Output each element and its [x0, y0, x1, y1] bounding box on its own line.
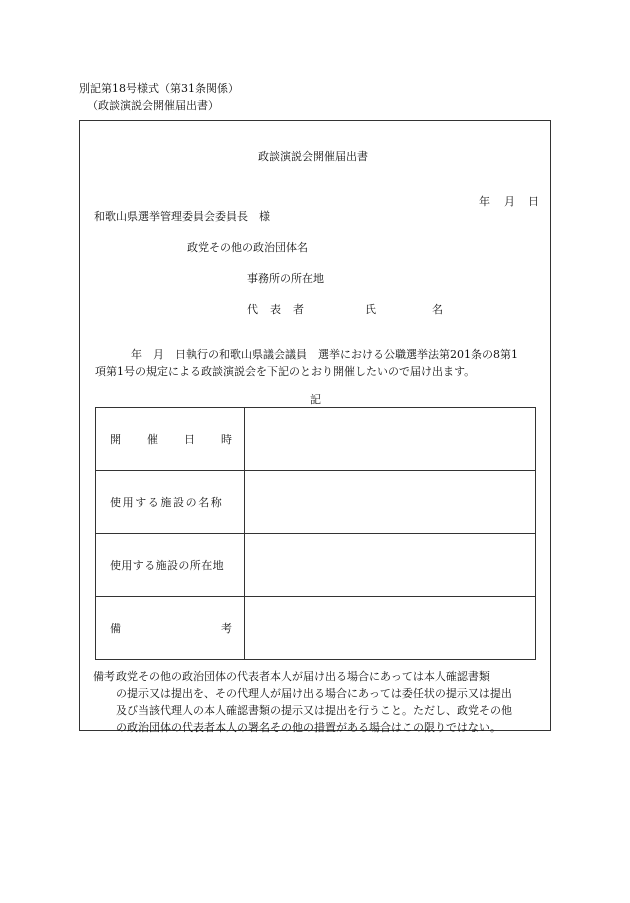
table-row — [96, 408, 536, 471]
label-char: 日 — [184, 433, 195, 446]
facility-name-value-field[interactable] — [245, 471, 536, 534]
row-label-datetime — [96, 408, 245, 471]
note-line: 及び当該代理人の本人確認書類の提示又は提出を行うこと。ただし、政党その他 — [116, 704, 512, 717]
row-label-facility-name: 使用する施設の名称 — [96, 471, 245, 534]
table-row — [96, 471, 536, 534]
label-char: 備 — [110, 622, 121, 635]
table-row — [96, 597, 536, 660]
org-name-label: 政党その他の政治団体名 — [187, 241, 308, 254]
date-month: 月 — [504, 195, 515, 208]
office-location-label: 事務所の所在地 — [247, 272, 324, 285]
note-line: 政党その他の政治団体の代表者本人が届け出る場合にあっては本人確認書類 — [116, 670, 490, 683]
form-id: 別記第18号様式（第31条関係） — [79, 82, 239, 95]
representative-char-2: 表 — [270, 303, 281, 316]
addressee: 和歌山県選挙管理委員会委員長 様 — [94, 210, 270, 223]
facility-location-value-field[interactable] — [245, 534, 536, 597]
note-text — [116, 668, 543, 736]
remarks-note — [93, 668, 543, 736]
ki-heading: 記 — [310, 393, 321, 406]
table-row — [96, 534, 536, 597]
datetime-value-field[interactable] — [245, 408, 536, 471]
note-line: の提示又は提出を、その代理人が届け出る場合にあっては委任状の提示又は提出 — [116, 687, 512, 700]
date-day: 日 — [528, 195, 539, 208]
representative-char-3: 者 — [293, 303, 304, 316]
label-char: 催 — [147, 433, 158, 446]
form-subtitle: （政談演説会開催届出書） — [87, 99, 219, 112]
row-label-remarks — [96, 597, 245, 660]
name-label-char-2: 名 — [432, 303, 443, 316]
label-char: 開 — [110, 433, 121, 446]
body-line-2: 項第1号の規定による政談演説会を下記のとおり開催したいので届け出ます。 — [95, 365, 476, 378]
event-details-table — [95, 407, 536, 660]
body-line-1: 年 月 日執行の和歌山県議会議員 選挙における公職選挙法第201条の8第1 — [131, 348, 518, 361]
label-char: 時 — [221, 433, 232, 446]
remarks-value-field[interactable] — [245, 597, 536, 660]
document-title: 政談演説会開催届出書 — [258, 150, 368, 163]
label-char: 考 — [221, 622, 232, 635]
representative-char-1: 代 — [247, 303, 258, 316]
note-line: の政治団体の代表者本人の署名その他の措置がある場合はこの限りではない。 — [116, 721, 501, 734]
note-heading: 備考 — [93, 670, 115, 683]
row-label-facility-location: 使用する施設の所在地 — [96, 534, 245, 597]
date-year: 年 — [479, 195, 490, 208]
name-label-char-1: 氏 — [365, 303, 376, 316]
